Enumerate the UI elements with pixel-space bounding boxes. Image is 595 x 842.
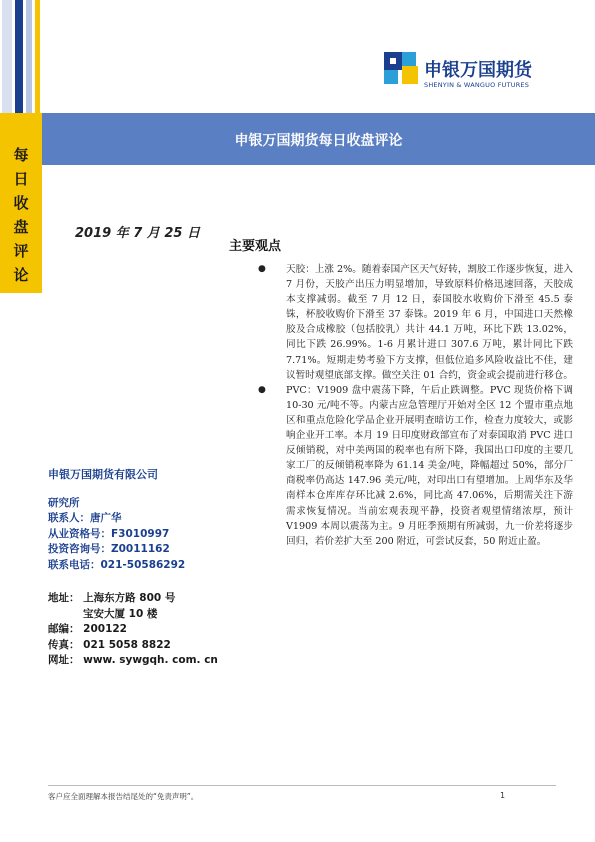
address-fax: 传真： 021 5058 8822	[48, 638, 171, 651]
address-postcode: 邮编： 200122	[48, 623, 127, 636]
footer-disclaimer: 客户应全面理解本报告结尾处的“免责声明”。	[48, 792, 199, 801]
sidebar-vertical-label	[0, 113, 42, 293]
address-block	[48, 591, 218, 669]
contact-person: 联系人：唐广华	[48, 512, 122, 525]
sidebar-vertical-text: 每日收盘评论	[13, 146, 29, 284]
address-web[interactable]: 网址： www. sywgqh. com. cn	[48, 654, 218, 667]
logo-name-en: SHENYIN & WANGUO FUTURES	[424, 81, 530, 89]
bullet-icon: ●	[258, 264, 266, 274]
company-name: 申银万国期货有限公司	[48, 468, 158, 481]
contact-license: 从业资格号：F3010997	[48, 527, 170, 540]
sidebar-decoration	[0, 0, 42, 113]
logo-name-cn: 申银万国期货	[424, 60, 532, 81]
contact-advisor: 投资咨询号：Z0011162	[48, 543, 170, 556]
main-content	[258, 262, 573, 549]
address-line2: 宝安大厦 10 楼	[83, 607, 158, 620]
contact-dept: 研究所	[48, 497, 80, 509]
bullet-icon: ●	[258, 384, 266, 395]
title-banner	[42, 113, 595, 165]
section-title: 主要观点	[229, 239, 282, 254]
report-date: 2019 年 7 月 25 日	[75, 226, 200, 241]
contact-phone: 联系电话：021-50586292	[48, 558, 186, 571]
company-logo	[384, 50, 554, 95]
logo-mark-icon	[384, 50, 420, 86]
page-number: 1	[500, 791, 506, 800]
bullet-item-rubber	[258, 262, 573, 383]
footer-divider	[48, 785, 556, 786]
address-line1: 地址： 上海东方路 800 号	[48, 592, 176, 604]
contact-block	[48, 496, 185, 573]
page-title: 申银万国期货每日收盘评论	[234, 133, 403, 149]
bullet-text: 天胶：上涨 2%。随着泰国产区天气好转，割胶工作逐步恢复，进入 7 月份，天胶产出压力明显增加，导致原料价格迅速回落，天胶成本支撑减弱。截至 7 月 12 日，泰国胶水收购价下滑至 45.5 泰铢，杯胶收购价下滑至 37 泰铢。2019 年 6 月，中国进口天然橡胶及合成橡胶（包括胶乳）共计 44.1 万吨，环比下跌 13.02%，同比下跌 26.99%。1-6 月累计进口 307.6 万吨，累计同比下跌 7.71%。短期走势考验下方支撑，但低位追多风险收益比不佳，建议暂时观望底部支撑。做空关注 01 合约，资金或会提前进行移仓。	[286, 264, 573, 381]
bullet-text: PVC：V1909 盘中震荡下降，午后止跌调整。PVC 现货价格下调 10-30 元/吨不等。内蒙古应急管理厅开始对全区 12 个盟市重点地区和重点危险化学品企业开展明查暗访工作，检查力度较大，或影响企业开工率。本月 19 日印度财政部宣布了对泰国取消 PVC 进口反倾销税，对中美两国的税率也有所下降，我国出口印度的主要几家工厂的反倾销税率降为 61.14 美金/吨，降幅超过 50%，部分厂商税率仍高达 147.96 美元/吨，对印出口有望增加。上周华东及华南样本仓库库存环比减 2.6%，同比高 47.06%，后期需关注下游需求恢复情况。当前宏观表现平静，投资者观望情绪浓厚，预计 V1909 本周以震荡为主。9 月旺季预期有所减弱，九一价差将逐步回归，若价差扩大至 200 附近，可尝试反套，50 附近止盈。	[286, 384, 573, 547]
bullet-item-pvc	[258, 383, 573, 549]
